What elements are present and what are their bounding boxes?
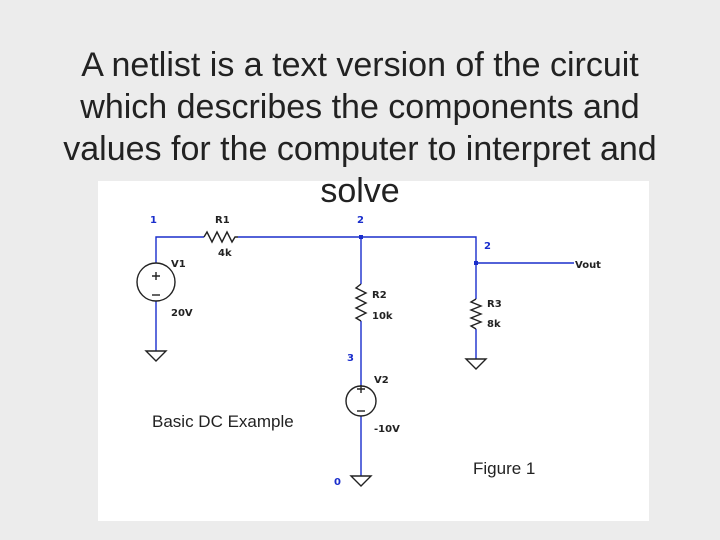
title-line-1: A netlist is a text version of the circuit <box>81 46 639 84</box>
node-label-3: 3 <box>347 353 354 364</box>
r2-name: R2 <box>372 290 387 301</box>
resistor-r3-symbol <box>471 299 481 329</box>
r2-value: 10k <box>372 311 393 322</box>
r3-value: 8k <box>487 319 501 330</box>
node-label-1: 1 <box>150 215 157 226</box>
title-line-2: which describes the components and <box>80 88 640 126</box>
v1-plus-icon <box>152 272 160 280</box>
circuit-figure <box>98 181 649 521</box>
vout-label: Vout <box>575 260 601 271</box>
node-label-2: 2 <box>357 215 364 226</box>
wires <box>156 237 574 476</box>
r3-name: R3 <box>487 299 502 310</box>
title-line-3: values for the computer to interpret and <box>63 130 657 168</box>
resistor-r1-symbol <box>204 232 238 242</box>
v1-name: V1 <box>171 259 186 270</box>
node-label-0: 0 <box>334 477 341 488</box>
node-label-2-output: 2 <box>484 241 491 252</box>
figure-label: Figure 1 <box>473 459 536 478</box>
ground-v1-icon <box>146 351 166 361</box>
v2-name: V2 <box>374 375 389 386</box>
resistor-r2-symbol <box>356 284 366 321</box>
node-2-junction <box>359 235 363 239</box>
wire-r1-to-node2 <box>238 237 476 263</box>
r1-value: 4k <box>218 248 232 259</box>
v2-value: -10V <box>374 424 400 435</box>
v1-value: 20V <box>171 308 193 319</box>
slide-title <box>20 44 700 212</box>
node-2-output-junction <box>474 261 478 265</box>
title-line-4: solve <box>320 172 400 210</box>
circuit-schematic <box>98 181 649 521</box>
circuit-caption: Basic DC Example <box>152 412 294 431</box>
ground-v2-icon <box>351 476 371 486</box>
ground-r3-icon <box>466 359 486 369</box>
r1-name: R1 <box>215 215 230 226</box>
